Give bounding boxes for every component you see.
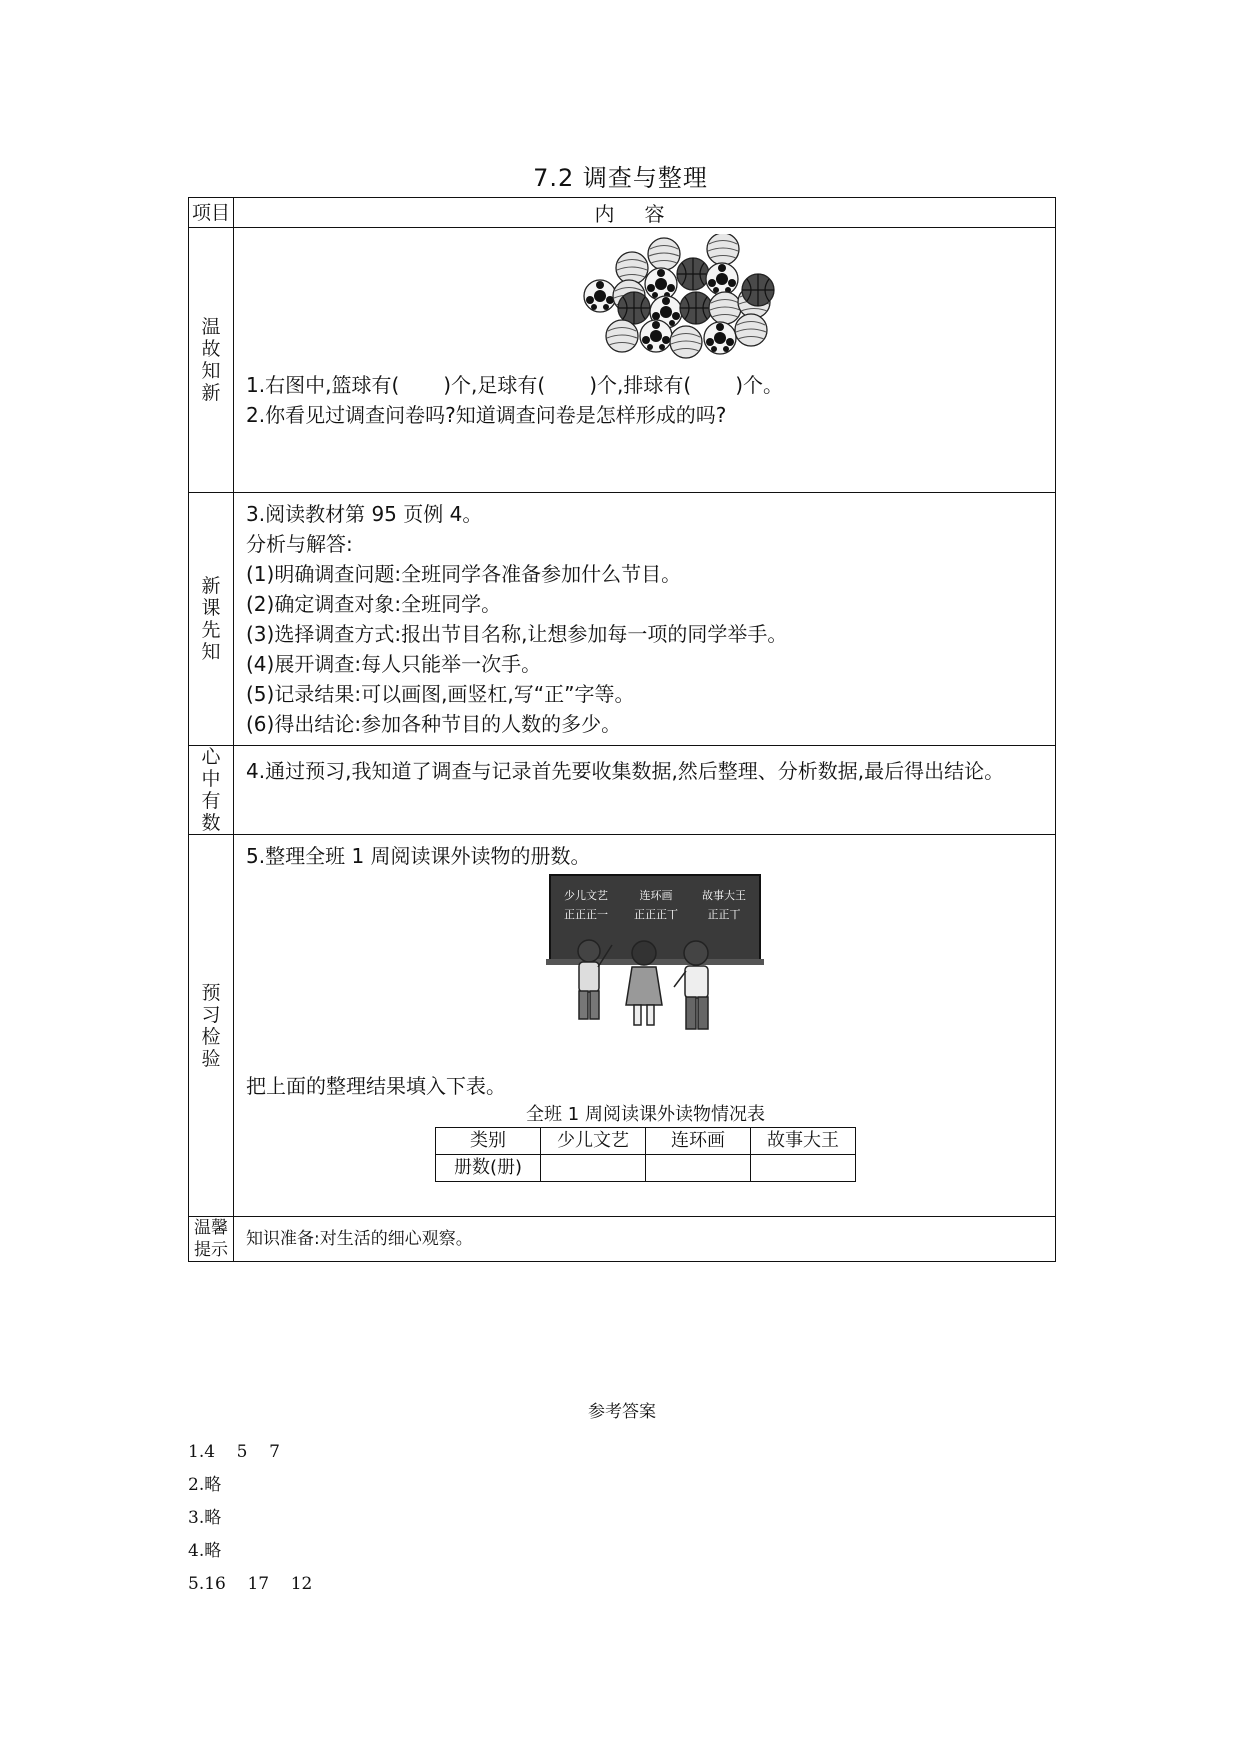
volleyball-icon	[606, 320, 638, 352]
section-label-new-lesson: 新课先知	[189, 493, 234, 746]
section-label-summary: 心中有数	[189, 746, 234, 835]
section-check	[234, 835, 1056, 1217]
reading-table-cell[interactable]	[541, 1155, 646, 1182]
answer-line: 1.4 5 7	[188, 1442, 280, 1462]
board-tally: 正正丅	[707, 908, 741, 921]
basketball-icon	[618, 292, 650, 324]
lesson-line: (5)记录结果:可以画图,画竖杠,写“正”字等。	[246, 682, 635, 706]
section-tip	[234, 1217, 1056, 1262]
soccer-ball-icon	[645, 268, 677, 300]
reading-table-header: 少儿文艺	[541, 1128, 646, 1155]
reading-table-header: 类别	[436, 1128, 541, 1155]
lesson-line: (4)展开调查:每人只能举一次手。	[246, 652, 542, 676]
sub-table-caption: 全班 1 周阅读课外读物情况表	[526, 1104, 765, 1125]
board-category: 故事大王	[702, 889, 746, 902]
child-figure	[626, 941, 662, 1025]
reading-table-row-label: 册数(册)	[436, 1155, 541, 1182]
soccer-ball-icon	[584, 280, 616, 312]
answer-line: 2.略	[188, 1475, 222, 1495]
volleyball-icon	[707, 234, 739, 265]
board-category: 连环画	[639, 889, 673, 902]
soccer-ball-icon	[640, 320, 672, 352]
answer-title: 参考答案	[588, 1402, 656, 1422]
reading-table-cell[interactable]	[646, 1155, 751, 1182]
section-review	[234, 228, 1056, 493]
basketball-icon	[742, 274, 774, 306]
question-2: 2.你看见过调查问卷吗?知道调查问卷是怎样形成的吗?	[246, 403, 727, 427]
basketball-icon	[677, 258, 709, 290]
answer-line: 4.略	[188, 1541, 222, 1561]
blackboard-icon	[246, 871, 1045, 1071]
reading-table-cell[interactable]	[751, 1155, 856, 1182]
section-new-lesson	[234, 493, 1056, 746]
section-label-check: 预习检验	[189, 835, 234, 1217]
section-summary	[234, 746, 1056, 835]
lesson-line: (6)得出结论:参加各种节目的人数的多少。	[246, 712, 622, 736]
lesson-line: 分析与解答:	[246, 532, 353, 556]
answer-section	[188, 1397, 1056, 1601]
volleyball-icon	[648, 238, 680, 270]
child-figure	[578, 940, 612, 1019]
question-5: 5.整理全班 1 周阅读课外读物的册数。	[246, 844, 591, 868]
lesson-line: (1)明确调查问题:全班同学各准备参加什么节目。	[246, 562, 682, 586]
soccer-ball-icon	[704, 322, 736, 354]
lesson-line: 3.阅读教材第 95 页例 4。	[246, 502, 483, 526]
reading-table	[435, 1127, 856, 1182]
volleyball-icon	[735, 314, 767, 346]
tip-text: 知识准备:对生活的细心观察。	[246, 1229, 473, 1249]
section-label-review: 温故知新	[189, 228, 234, 493]
fill-prompt: 把上面的整理结果填入下表。	[246, 1074, 506, 1098]
header-item: 项目	[189, 198, 234, 228]
lesson-line: (3)选择调查方式:报出节目名称,让想参加每一项的同学举手。	[246, 622, 788, 646]
volleyball-icon	[616, 252, 648, 284]
lesson-line: (2)确定调查对象:全班同学。	[246, 592, 502, 616]
board-category: 少儿文艺	[564, 889, 608, 902]
soccer-ball-icon	[706, 263, 738, 295]
reading-table-header: 连环画	[646, 1128, 751, 1155]
question-1: 1.右图中,篮球有( )个,足球有( )个,排球有( )个。	[246, 373, 783, 397]
section-label-tip: 温馨提示	[189, 1217, 234, 1262]
balls-icon	[246, 234, 1045, 370]
answer-line: 3.略	[188, 1508, 222, 1528]
basketball-icon	[680, 292, 712, 324]
page-title: 7.2 调查与整理	[533, 164, 708, 192]
summary-text: 4.通过预习,我知道了调查与记录首先要收集数据,然后整理、分析数据,最后得出结论。	[246, 759, 1005, 783]
board-tally: 正正正丅	[634, 908, 678, 921]
answer-line: 5.16 17 12	[188, 1574, 313, 1594]
header-content: 内容	[234, 198, 1056, 228]
worksheet-table	[188, 197, 1056, 1262]
board-tally: 正正正一	[564, 908, 608, 921]
reading-table-header: 故事大王	[751, 1128, 856, 1155]
volleyball-icon	[670, 326, 702, 358]
volleyball-icon	[709, 292, 741, 324]
